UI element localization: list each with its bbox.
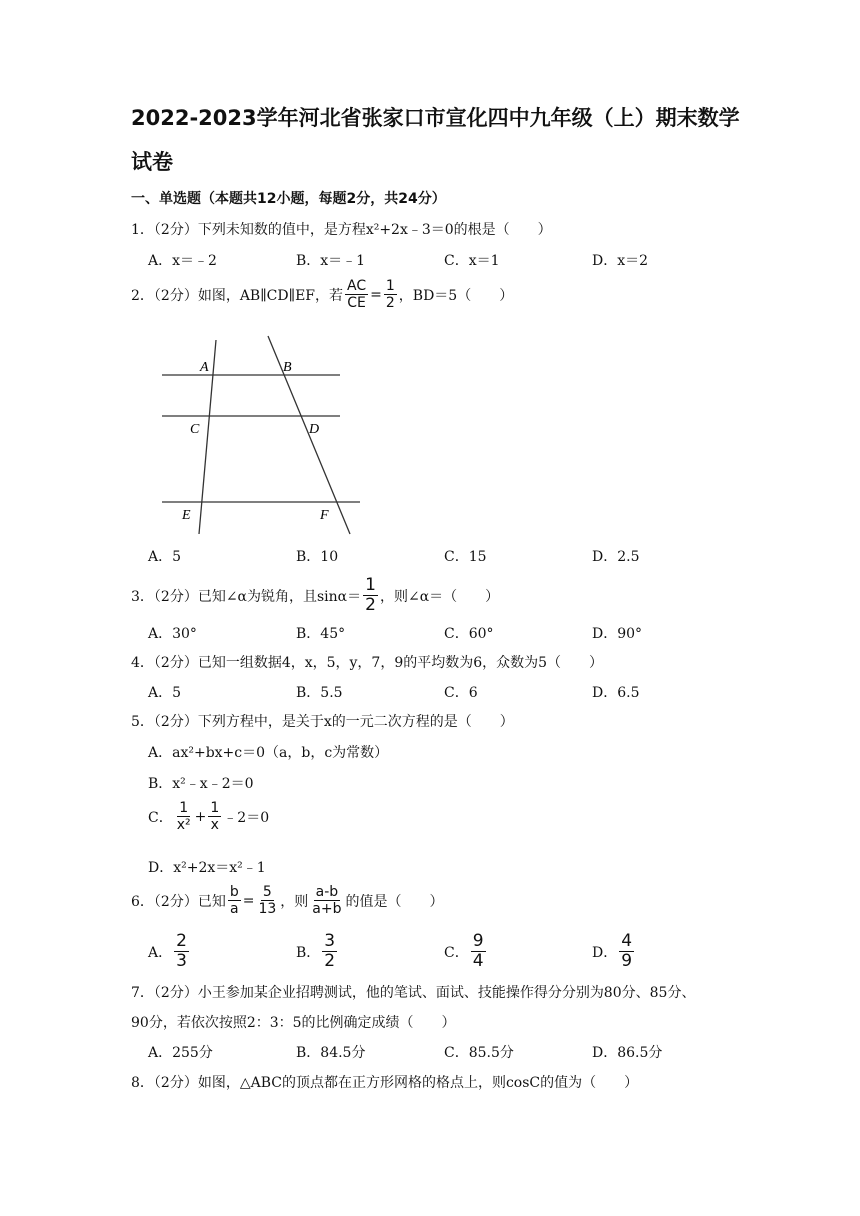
option-fraction [174, 932, 189, 971]
option-c-label: C． [148, 809, 173, 826]
fraction-numerator: 9 [472, 931, 484, 951]
fraction-b-over-a [228, 884, 241, 917]
fraction-a-minus-b-over-a-plus-b [310, 884, 343, 917]
option-b[interactable]: B．5.5 [296, 685, 343, 701]
page-title: 2022-2023学年河北省张家口市宣化四中九年级（上）期末数学试卷 [131, 106, 740, 174]
question-2-prefix: 2．（2分）如图，AB∥CD∥EF，若 [131, 287, 344, 304]
fraction-numerator: AC [347, 278, 367, 294]
fraction-denominator: 4 [472, 951, 484, 971]
question-5-option-d[interactable]: D．x²+2x＝x²﹣1 [148, 860, 266, 876]
question-8: 8．（2分）如图，△ABC的顶点都在正方形网格的格点上，则cosC的值为（ ） [131, 1075, 639, 1091]
fraction-denominator: 3 [176, 951, 187, 971]
fraction-denominator: 9 [621, 951, 633, 971]
option-fraction [471, 932, 486, 971]
option-d[interactable] [592, 932, 740, 971]
fraction-one-half [363, 576, 378, 615]
question-5-option-a[interactable]: A．ax²+bx+c＝0（a，b，c为常数） [148, 745, 389, 761]
option-b[interactable]: B．45° [296, 626, 346, 642]
point-label-e: E [182, 508, 191, 523]
question-3-suffix: ，则∠α＝（ ） [379, 588, 500, 605]
option-a[interactable]: A．30° [148, 626, 197, 642]
fraction-denominator: CE [347, 295, 366, 311]
question-3-options [148, 623, 740, 643]
question-2-suffix: ，BD＝5（ ） [398, 287, 514, 304]
option-d[interactable]: D．6.5 [592, 685, 640, 701]
fraction-numerator: 4 [621, 931, 633, 951]
fraction-one-over-x [208, 800, 221, 833]
question-7-line-1: 7．（2分）小王参加某企业招聘测试，他的笔试、面试、技能操作得分分别为80分、85分、 [131, 985, 696, 1001]
question-6 [131, 884, 443, 917]
fraction-numerator: 1 [365, 575, 376, 595]
fraction-numerator: 5 [262, 884, 272, 900]
option-a[interactable]: A．255分 [148, 1045, 213, 1061]
fraction-denominator: a+b [312, 901, 342, 917]
question-6-prefix: 6．（2分）已知 [131, 893, 226, 910]
point-label-c: C [190, 422, 200, 437]
point-label-b: B [283, 360, 292, 375]
fraction-numerator: b [229, 884, 239, 900]
question-2-options [148, 546, 740, 566]
fraction-denominator: 2 [365, 595, 376, 615]
fraction-5-over-13 [256, 884, 278, 917]
question-5-option-c[interactable] [148, 800, 269, 833]
option-a[interactable] [148, 932, 296, 971]
fraction-denominator: x² [176, 817, 191, 833]
question-4: 4．（2分）已知一组数据4，x，5，y，7，9的平均数为6，众数为5（ ） [131, 655, 604, 671]
option-fraction [322, 932, 337, 971]
question-6-mid: ，则 [280, 893, 309, 910]
option-c[interactable]: C．x＝1 [444, 253, 500, 269]
fraction-numerator: 3 [324, 931, 336, 951]
option-d[interactable]: D．x＝2 [592, 253, 649, 269]
fraction-ac-ce [345, 278, 368, 311]
fraction-denominator: 2 [324, 951, 336, 971]
option-c[interactable] [444, 932, 592, 971]
option-b[interactable] [296, 932, 444, 971]
option-label: D． [592, 944, 618, 961]
section-heading: 一、单选题（本题共12小题，每题2分，共24分） [131, 191, 446, 207]
option-c-rest: ﹣2＝0 [223, 809, 270, 826]
equals-sign: = [370, 286, 382, 303]
option-d[interactable]: D．2.5 [592, 549, 640, 565]
option-c[interactable]: C．15 [444, 549, 487, 565]
option-b[interactable]: B．x＝﹣1 [296, 253, 366, 269]
fraction-numerator: a-b [315, 884, 339, 900]
option-fraction [619, 932, 634, 971]
plus-sign: + [194, 808, 207, 825]
option-d[interactable]: D．90° [592, 626, 643, 642]
option-c[interactable]: C．85.5分 [444, 1045, 514, 1061]
question-5: 5．（2分）下列方程中，是关于x的一元二次方程的是（ ） [131, 714, 514, 730]
option-d[interactable]: D．86.5分 [592, 1045, 663, 1061]
option-a[interactable]: A．5 [148, 685, 182, 701]
fraction-denominator: 2 [385, 295, 395, 311]
option-b[interactable]: B．10 [296, 549, 339, 565]
question-2 [131, 278, 513, 311]
fraction-numerator: 1 [385, 278, 395, 294]
parallel-lines-figure [150, 330, 370, 540]
fraction-denominator: 13 [258, 901, 277, 917]
question-7-line-2: 90分，若依次按照2：3：5的比例确定成绩（ ） [131, 1015, 456, 1031]
option-label: B． [296, 944, 321, 961]
equals-sign: = [242, 892, 255, 909]
question-4-options [148, 682, 740, 702]
option-b[interactable]: B．84.5分 [296, 1045, 366, 1061]
option-label: A． [148, 944, 173, 961]
question-6-options [148, 932, 740, 971]
option-a[interactable]: A．x＝﹣2 [148, 253, 217, 269]
point-label-d: D [309, 422, 320, 437]
option-a[interactable]: A．5 [148, 549, 182, 565]
question-5-option-b[interactable]: B．x²﹣x﹣2＝0 [148, 776, 254, 792]
question-1-options [148, 250, 740, 270]
question-3 [131, 576, 499, 615]
fraction-denominator: a [229, 901, 239, 917]
question-1: 1．（2分）下列未知数的值中，是方程x²+2x﹣3＝0的根是（ ） [131, 222, 552, 238]
fraction-numerator: 2 [176, 931, 187, 951]
option-label: C． [444, 944, 469, 961]
question-6-suffix: 的值是（ ） [345, 893, 444, 910]
fraction-numerator: 1 [210, 800, 220, 816]
option-c[interactable]: C．6 [444, 685, 478, 701]
question-7-options [148, 1042, 740, 1062]
fraction-numerator: 1 [179, 800, 189, 816]
fraction-one-over-x-squared [175, 800, 193, 833]
fraction-one-half [384, 278, 397, 311]
fraction-denominator: x [210, 817, 219, 833]
point-label-f: F [320, 508, 329, 523]
option-c[interactable]: C．60° [444, 626, 494, 642]
question-3-prefix: 3．（2分）已知∠α为锐角，且sinα＝ [131, 588, 362, 605]
point-label-a: A [200, 360, 209, 375]
